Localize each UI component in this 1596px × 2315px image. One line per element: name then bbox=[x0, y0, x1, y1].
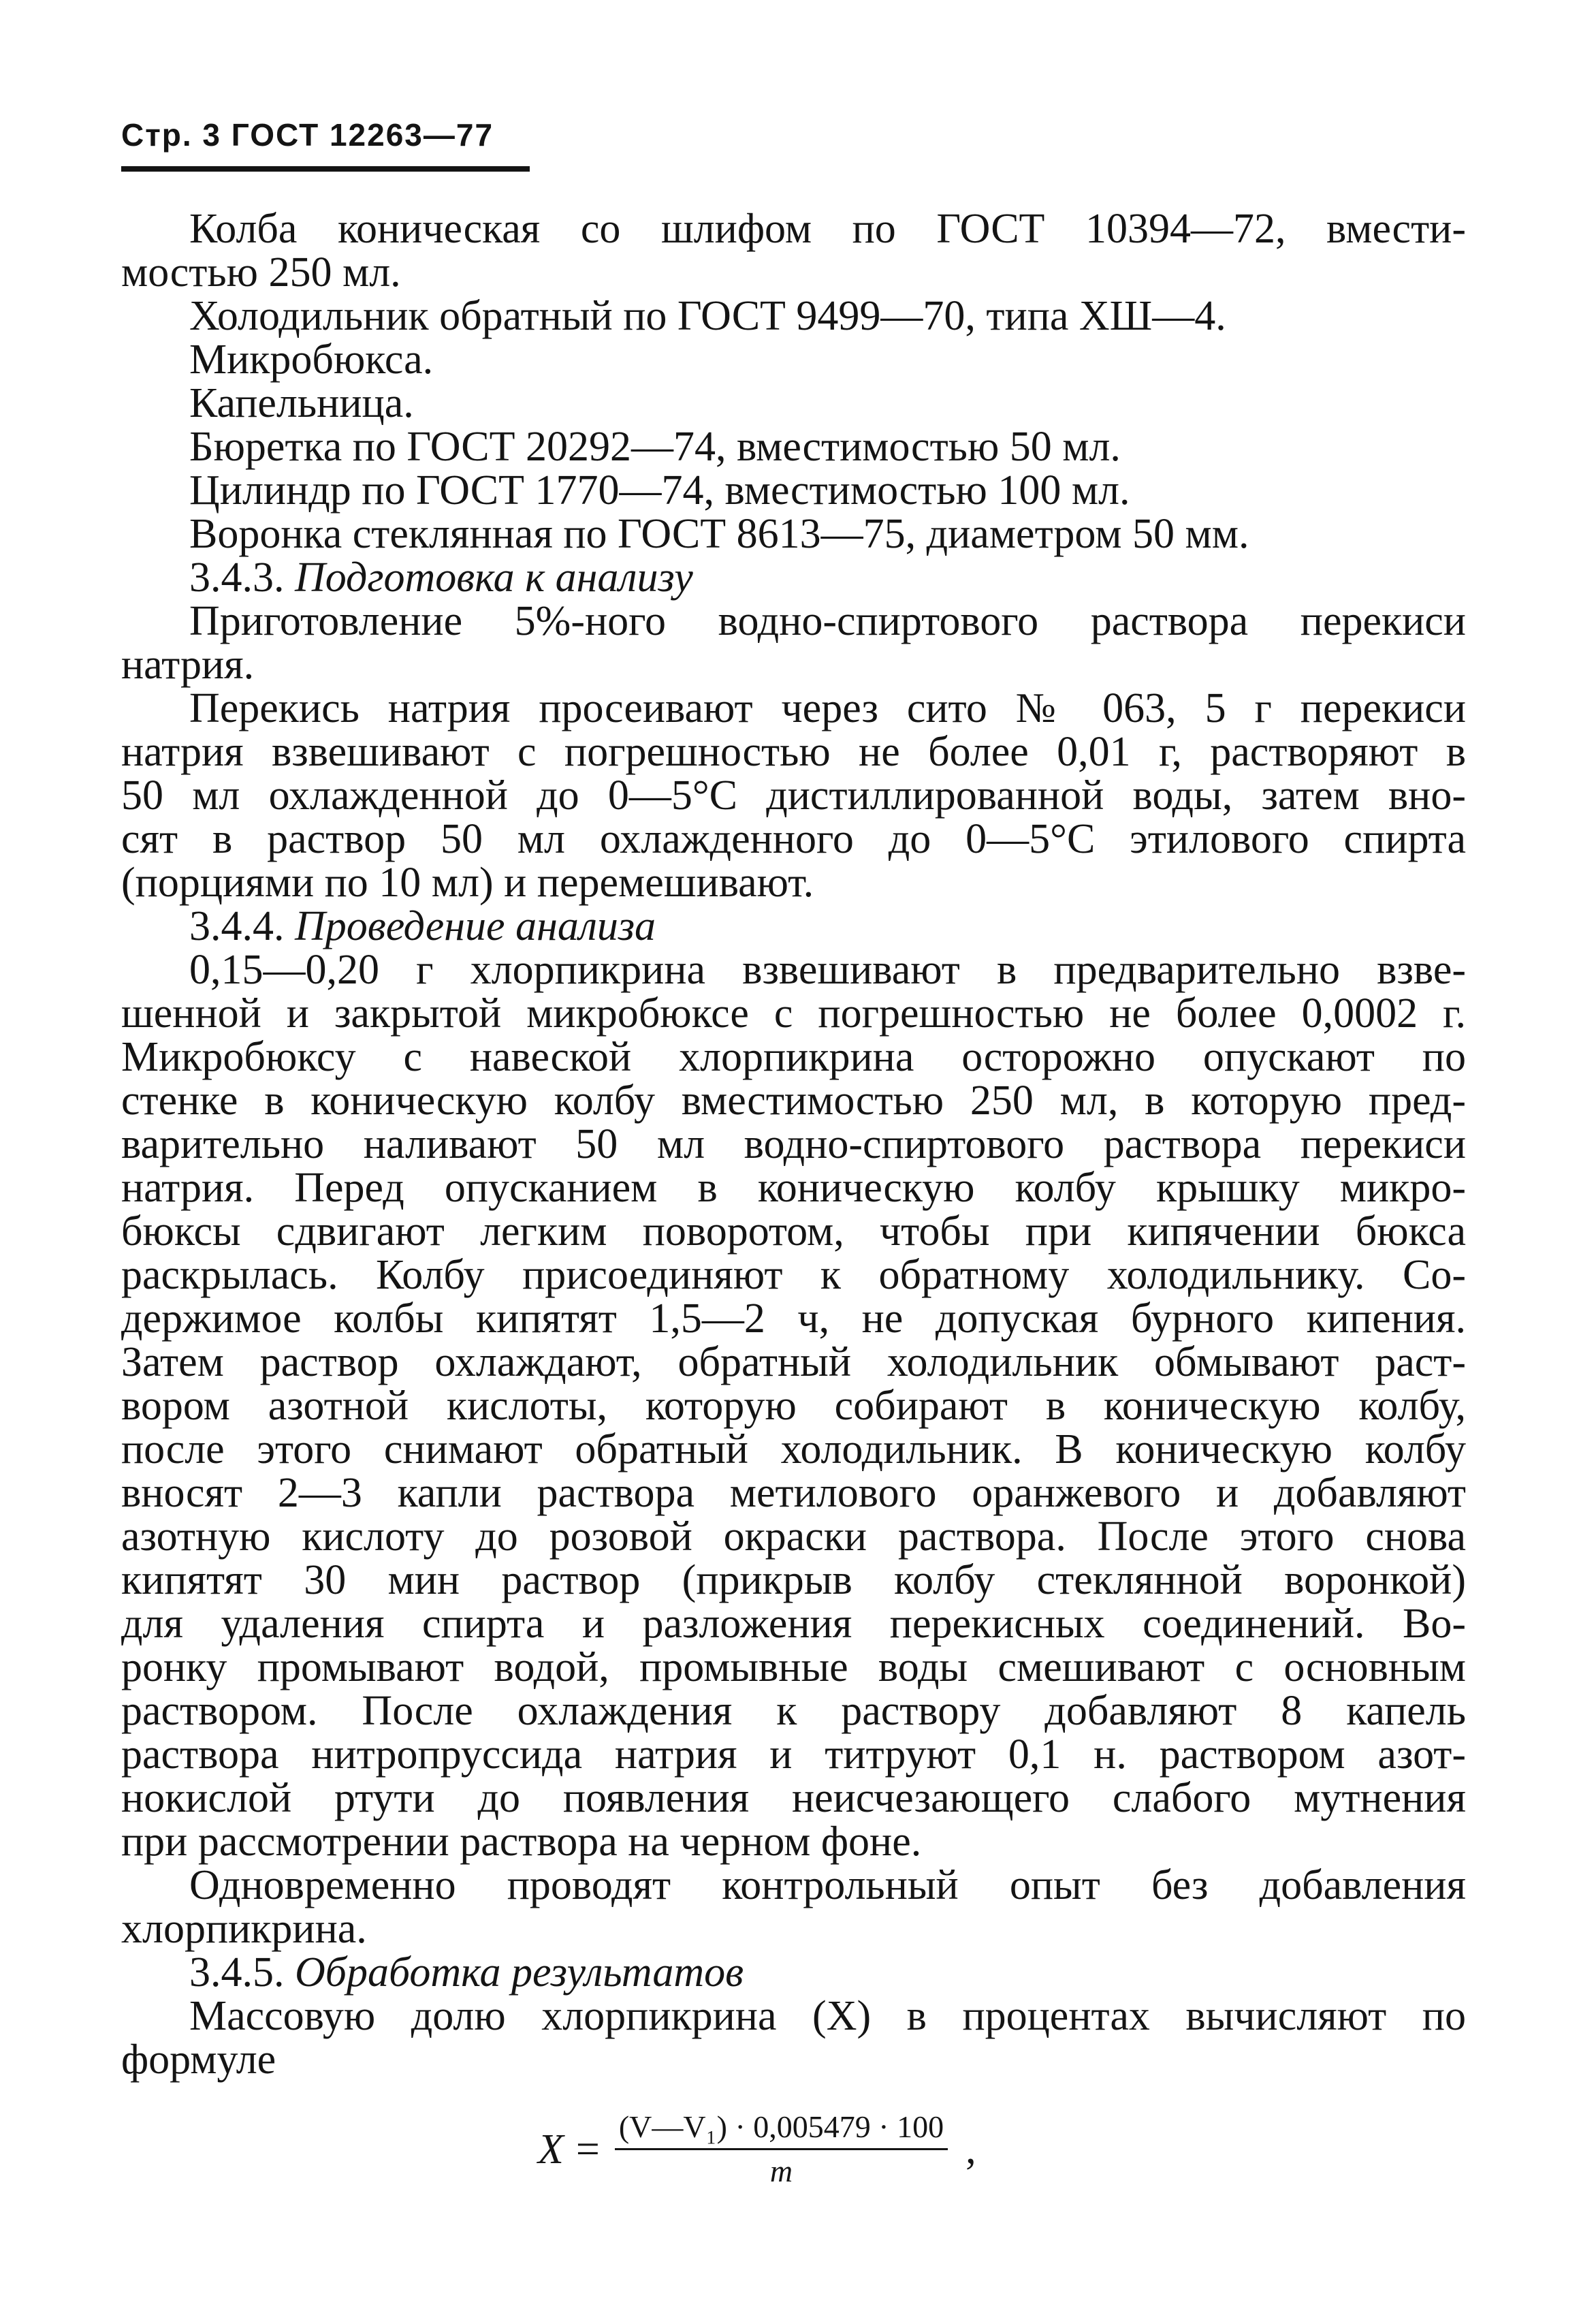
apparatus-line: мостью 250 мл. bbox=[121, 249, 401, 296]
paragraph-line: 0,15—0,20 г хлорпикрина взвешивают в предварительно взве- bbox=[189, 947, 1466, 993]
page-header: Стр. 3 ГОСТ 12263—77 bbox=[121, 117, 494, 153]
paragraph-line: азотную кислоту до розовой окраски раствора. После этого снова bbox=[121, 1513, 1466, 1560]
formula-equals-sign: = bbox=[575, 2126, 600, 2173]
apparatus-line: Капельница. bbox=[189, 380, 414, 426]
paragraph-line: шенной и закрытой микробюксе с погрешностью не более 0,0002 г. bbox=[121, 990, 1466, 1037]
paragraph-line: раствором. После охлаждения к раствору добавляют 8 капель bbox=[121, 1688, 1466, 1734]
section-heading bbox=[121, 1951, 1466, 1994]
formula-fraction bbox=[615, 2109, 948, 2190]
formula-variable: X bbox=[538, 2126, 564, 2173]
section-title: Обработка результатов bbox=[295, 1949, 744, 1996]
paragraph-line: натрия. Перед опусканием в коническую колбу крышку микро- bbox=[121, 1165, 1466, 1211]
paragraph-line: 50 мл охлажденной до 0—5°C дистиллированной воды, затем вно- bbox=[121, 772, 1466, 819]
paragraph-line: вносят 2—3 капли раствора метилового оранжевого и добавляют bbox=[121, 1470, 1466, 1516]
paragraph-line: Приготовление 5%-ного водно-спиртового раствора перекиси bbox=[189, 598, 1466, 644]
paragraph-line: Одновременно проводят контрольный опыт без добавления bbox=[189, 1862, 1466, 1908]
paragraph-line: формуле bbox=[121, 2036, 276, 2083]
formula-trailing-comma: , bbox=[965, 2126, 976, 2173]
document-body bbox=[121, 207, 1466, 2211]
paragraph-line: ронку промывают водой, промывные воды смешивают с основным bbox=[121, 1644, 1466, 1690]
section-heading bbox=[121, 904, 1466, 948]
paragraph-line: раскрылась. Колбу присоединяют к обратному холодильнику. Со- bbox=[121, 1252, 1466, 1298]
paragraph-line: сят в раствор 50 мл охлажденного до 0—5°C этилового спирта bbox=[121, 816, 1466, 862]
section-heading bbox=[121, 556, 1466, 599]
paragraph-line: натрия взвешивают с погрешностью не более 0,01 г, растворяют в bbox=[121, 729, 1466, 775]
paragraph-line: хлорпикрина. bbox=[121, 1906, 367, 1952]
paragraph-line: бюксы сдвигают легким поворотом, чтобы при кипячении бюкса bbox=[121, 1208, 1466, 1255]
formula bbox=[538, 2109, 976, 2190]
section-title: Подготовка к анализу bbox=[295, 554, 693, 601]
paragraph-line: вором азотной кислоты, которую собирают в коническую колбу, bbox=[121, 1383, 1466, 1429]
paragraph-line: Перекись натрия просеивают через сито № 063, 5 г перекиси bbox=[189, 685, 1466, 731]
paragraph-line: для удаления спирта и разложения перекисных соединений. Во- bbox=[121, 1601, 1466, 1647]
apparatus-line: Колба коническая со шлифом по ГОСТ 10394—72, вмести- bbox=[189, 206, 1466, 252]
apparatus-line: Микробюкса. bbox=[189, 336, 434, 383]
apparatus-line: Цилиндр по ГОСТ 1770—74, вместимостью 100 мл. bbox=[189, 467, 1130, 514]
header-rule bbox=[121, 166, 530, 172]
paragraph-line: при рассмотрении раствора на черном фоне. bbox=[121, 1818, 922, 1865]
paragraph-line: Массовую долю хлорпикрина (X) в процентах вычисляют по bbox=[189, 1993, 1466, 2039]
paragraph-line: держимое колбы кипятят 1,5—2 ч, не допуская бурного кипения. bbox=[121, 1295, 1466, 1342]
paragraph-line: кипятят 30 мин раствор (прикрыв колбу стеклянной воронкой) bbox=[121, 1557, 1466, 1603]
paragraph-line: (порциями по 10 мл) и перемешивают. bbox=[121, 860, 814, 906]
paragraph-line: нокислой ртути до появления неисчезающего слабого мутнения bbox=[121, 1775, 1466, 1821]
paragraph-line: Микробюксу с навеской хлорпикрина осторожно опускают по bbox=[121, 1034, 1466, 1080]
paragraph-line: после этого снимают обратный холодильник. В коническую колбу bbox=[121, 1426, 1466, 1473]
formula-denominator: m bbox=[769, 2154, 793, 2188]
formula-block bbox=[121, 2109, 1466, 2211]
paragraph-line: варительно наливают 50 мл водно-спиртового раствора перекиси bbox=[121, 1121, 1466, 1167]
section-title: Проведение анализа bbox=[295, 903, 656, 949]
section-number: 3.4.4. bbox=[189, 903, 285, 949]
document-page bbox=[121, 116, 1466, 2211]
formula-numerator: (V—V₁) · 0,005479 · 100 bbox=[615, 2109, 948, 2150]
apparatus-line: Бюретка по ГОСТ 20292—74, вместимостью 50 мл. bbox=[189, 424, 1121, 470]
paragraph-line: стенке в коническую колбу вместимостью 250 мл, в которую пред- bbox=[121, 1077, 1466, 1124]
paragraph-line: Затем раствор охлаждают, обратный холодильник обмывают раст- bbox=[121, 1339, 1466, 1385]
section-number: 3.4.3. bbox=[189, 554, 285, 601]
paragraph-line: раствора нитропруссида натрия и титруют 0,1 н. раствором азот- bbox=[121, 1731, 1466, 1778]
apparatus-line: Холодильник обратный по ГОСТ 9499—70, типа ХШ—4. bbox=[189, 293, 1226, 339]
section-number: 3.4.5. bbox=[189, 1949, 285, 1996]
apparatus-line: Воронка стеклянная по ГОСТ 8613—75, диаметром 50 мм. bbox=[189, 511, 1249, 557]
paragraph-line: натрия. bbox=[121, 642, 255, 688]
